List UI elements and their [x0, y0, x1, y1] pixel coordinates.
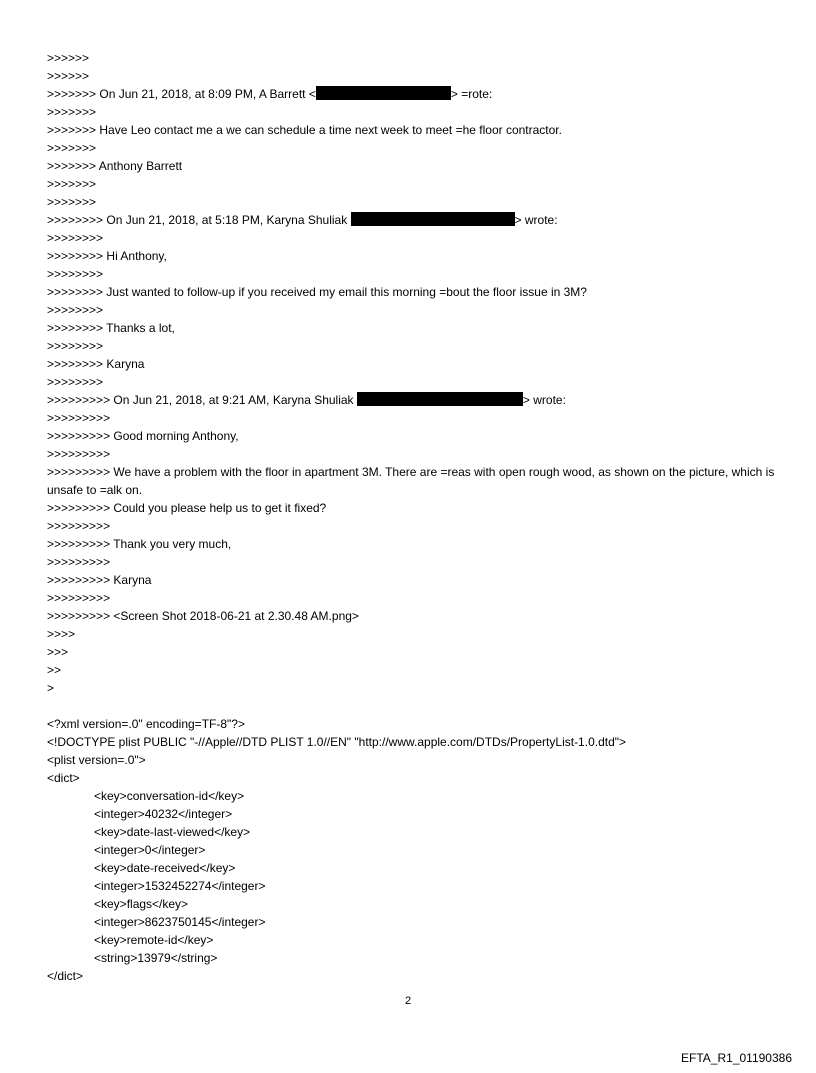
plist-line: <key>remote-id</key>: [94, 933, 214, 947]
message-line: >>>>>>> Have Leo contact me a we can schedule a time next week to meet =he floor contractor.: [47, 123, 562, 137]
email-body: [47, 49, 787, 985]
reply-header-shuliak-2: >>>>>>>>> On Jun 21, 2018, at 9:21 AM, Karyna Shuliak > wrote:: [47, 393, 566, 407]
redaction-box: [316, 86, 451, 100]
quote-line: >>>>>>>: [47, 177, 97, 191]
plist-line: </dict>: [47, 969, 84, 983]
quote-line: >>>>>>>>>: [47, 591, 111, 605]
plist-line: <integer>8623750145</integer>: [94, 915, 266, 929]
quote-line: >>>>>>>: [47, 141, 97, 155]
signature-line: >>>>>>>>> Karyna: [47, 573, 152, 587]
plist-line: <plist version=.0">: [47, 753, 146, 767]
plist-line: <dict>: [47, 771, 80, 785]
message-line: >>>>>>>>> Could you please help us to get it fixed?: [47, 501, 327, 515]
bates-number: EFTA_R1_01190386: [681, 1051, 792, 1065]
quote-line: >>>>>>>>>: [47, 411, 111, 425]
plist-line: <integer>0</integer>: [94, 843, 206, 857]
quote-line: >>>>>>>>>: [47, 555, 111, 569]
quote-line: >>>>>>>>: [47, 375, 104, 389]
reply-header-shuliak-1: >>>>>>>> On Jun 21, 2018, at 5:18 PM, Karyna Shuliak > wrote:: [47, 213, 558, 227]
plist-line: <!DOCTYPE plist PUBLIC "-//Apple//DTD PLIST 1.0//EN" "http://www.apple.com/DTDs/PropertyList-1.0.dtd">: [47, 735, 627, 749]
quote-line: >>>>>>>>>: [47, 519, 111, 533]
plist-line: <string>13979</string>: [94, 951, 218, 965]
reply-header-barrett: >>>>>>> On Jun 21, 2018, at 8:09 PM, A Barrett < > =rote:: [47, 87, 493, 101]
signature-line: >>>>>>> Anthony Barrett: [47, 159, 183, 173]
plist-line: <key>date-received</key>: [94, 861, 236, 875]
message-line: >>>>>>>>> Thank you very much,: [47, 537, 232, 551]
plist-line: <key>conversation-id</key>: [94, 789, 245, 803]
message-line: >>>>>>>> Thanks a lot,: [47, 321, 175, 335]
quote-line: >>>>>>>>: [47, 303, 104, 317]
quote-line: >>>>: [47, 627, 76, 641]
plist-line: <key>flags</key>: [94, 897, 189, 911]
quote-line: >: [47, 681, 55, 695]
message-line: >>>>>>>> Hi Anthony,: [47, 249, 167, 263]
redaction-box: [357, 392, 523, 406]
plist-line: <key>date-last-viewed</key>: [94, 825, 251, 839]
attachment-line: >>>>>>>>> <Screen Shot 2018-06-21 at 2.30.48 AM.png>: [47, 609, 359, 623]
quote-line: >>>>>>>>>: [47, 447, 111, 461]
quote-line: >>>>>>>: [47, 105, 97, 119]
quote-line: >>: [47, 663, 62, 677]
quote-line: >>>>>>: [47, 51, 90, 65]
redaction-box: [351, 212, 515, 226]
message-line: >>>>>>>> Just wanted to follow-up if you received my email this morning =bout the floor issue in 3M?: [47, 285, 587, 299]
message-line: >>>>>>>>> We have a problem with the floor in apartment 3M. There are =reas with open rough wood, as shown on the picture, which is unsafe to =alk on.: [47, 465, 775, 497]
signature-line: >>>>>>>> Karyna: [47, 357, 145, 371]
quote-line: >>>>>>>>: [47, 267, 104, 281]
quote-line: >>>>>>>>: [47, 231, 104, 245]
plist-line: <?xml version=.0" encoding=TF-8"?>: [47, 717, 245, 731]
quote-line: >>>: [47, 645, 69, 659]
spacer: [47, 697, 787, 715]
quote-line: >>>>>>>>: [47, 339, 104, 353]
quote-line: >>>>>>: [47, 69, 90, 83]
plist-line: <integer>1532452274</integer>: [94, 879, 266, 893]
plist-line: <integer>40232</integer>: [94, 807, 233, 821]
quote-line: >>>>>>>: [47, 195, 97, 209]
page-number: 2: [404, 995, 412, 1007]
message-line: >>>>>>>>> Good morning Anthony,: [47, 429, 239, 443]
